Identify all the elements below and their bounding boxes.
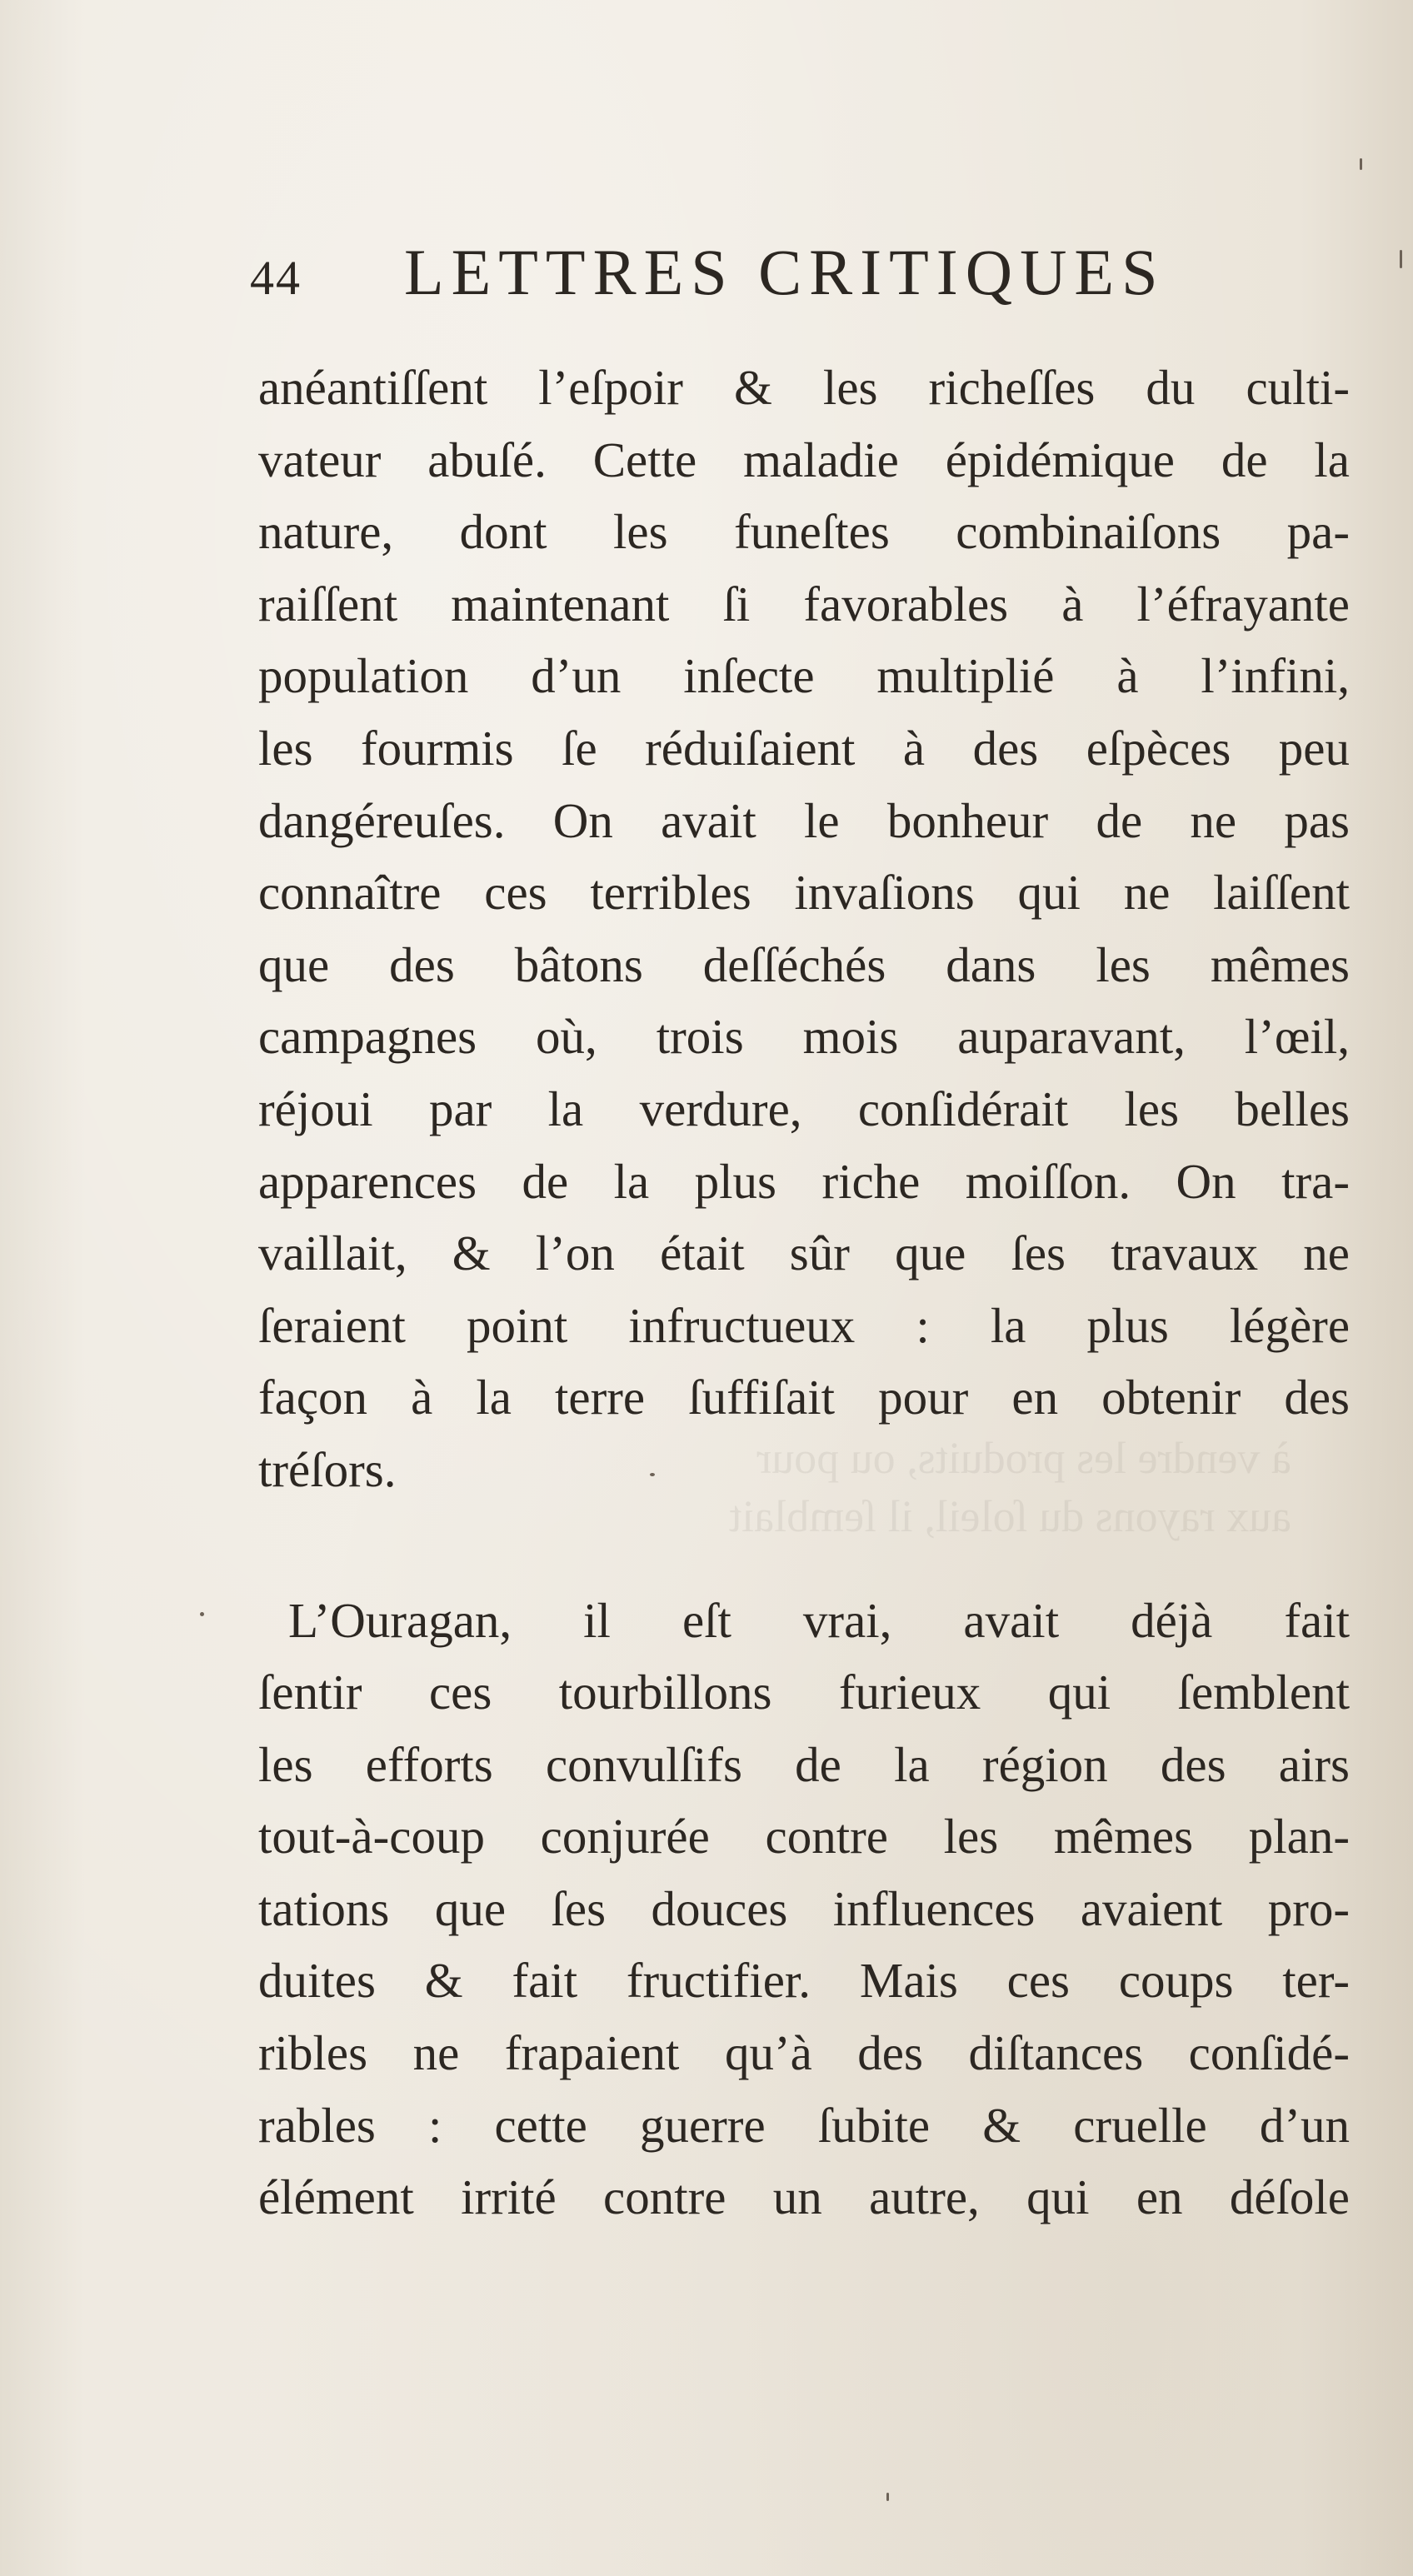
paragraph-gap	[258, 1506, 1350, 1585]
text-line: que des bâtons deſſéchés dans les mêmes	[258, 936, 1350, 992]
text-line: duites & fait fructifier. Mais ces coups ter-	[258, 1953, 1350, 2009]
text-line: vateur abuſé. Cette maladie épidémique de la	[258, 432, 1350, 487]
text-line: ſeraient point infructueux : la plus légère	[258, 1297, 1350, 1353]
page-header	[250, 233, 1250, 308]
page-number: 44	[250, 251, 302, 305]
text-line: ribles ne frapaient qu’à des diſtances conſidé-	[258, 2025, 1350, 2081]
bleed-through-line: aux rayons du ſoleil, il ſemblait	[729, 1491, 1291, 1541]
text-line: rables : cette guerre ſubite & cruelle d’un	[258, 2097, 1350, 2153]
body-text	[258, 352, 1350, 2234]
text-line: population d’un inſecte multiplié à l’infini,	[258, 648, 1350, 704]
text-line: les fourmis ſe réduiſaient à des eſpèces peu	[258, 720, 1350, 776]
text-line: apparences de la plus riche moiſſon. On tra-	[258, 1153, 1350, 1209]
text-line: les efforts convulſifs de la région des airs	[258, 1736, 1350, 1792]
text-line: tations que ſes douces influences avaient pro-	[258, 1880, 1350, 1936]
text-line: vaillait, & l’on était sûr que ſes travaux ne	[258, 1226, 1350, 1281]
text-line: raiſſent maintenant ſi favorables à l’éfrayante	[258, 576, 1350, 632]
paper-speck	[886, 2493, 889, 2501]
text-line: élément irrité contre un autre, qui en déſole	[258, 2169, 1350, 2225]
running-title: LETTRES CRITIQUES	[404, 236, 1166, 308]
paper-speck	[1400, 250, 1402, 268]
text-line: anéantiſſent l’eſpoir & les richeſſes du culti-	[258, 360, 1350, 415]
paragraph-end-line: tréſors.	[258, 1441, 397, 1497]
text-line: nature, dont les funeſtes combinaiſons pa-	[258, 504, 1350, 560]
text-line: connaître ces terribles invaſions qui ne laiſſent	[258, 865, 1350, 921]
paper-speck	[200, 1612, 204, 1616]
text-line: campagnes où, trois mois auparavant, l’œil,	[258, 1009, 1350, 1065]
paper-speck	[650, 1473, 655, 1476]
text-line: tout-à-coup conjurée contre les mêmes plan-	[258, 1809, 1350, 1865]
text-line: dangéreuſes. On avait le bonheur de ne pas	[258, 792, 1350, 848]
bleed-through-line: à vendre les produits, ou pour	[756, 1433, 1291, 1483]
paper-speck	[1360, 158, 1362, 170]
paragraph-start-line: L’Ouragan, il eſt vrai, avait déjà fait	[288, 1592, 1350, 1648]
text-line: façon à la terre ſuffiſait pour en obtenir des	[258, 1370, 1350, 1425]
text-line: réjoui par la verdure, conſidérait les belles	[258, 1081, 1350, 1136]
text-line: ſentir ces tourbillons furieux qui ſemblent	[258, 1665, 1350, 1720]
